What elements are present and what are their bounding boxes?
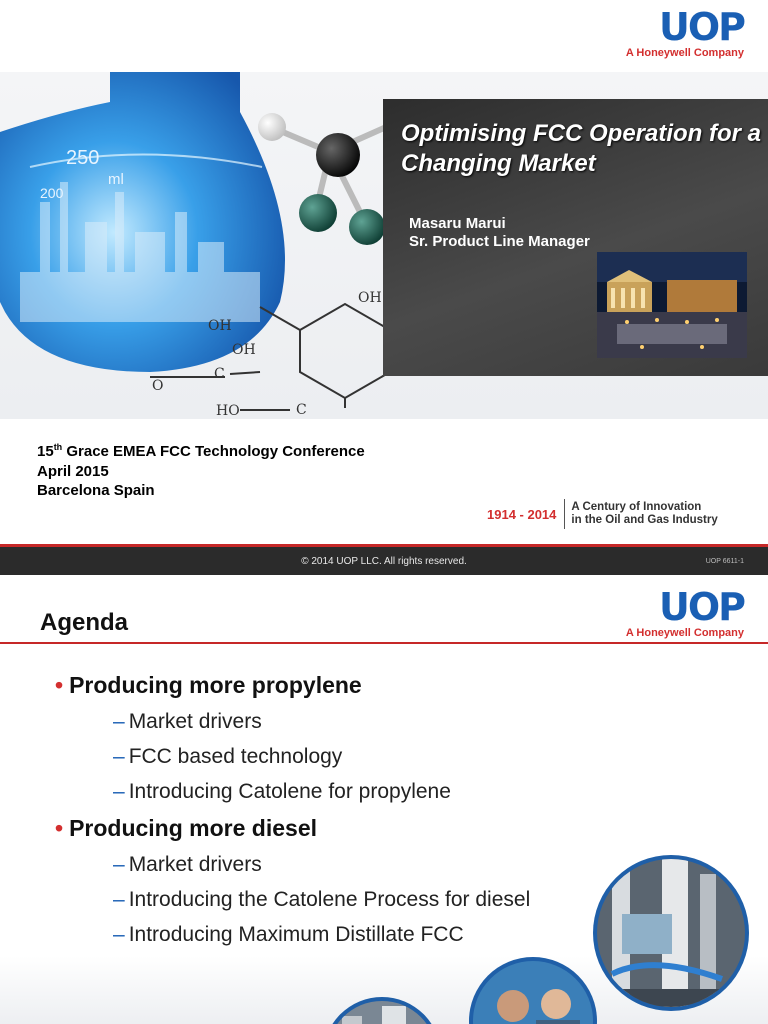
dash-icon: – — [113, 780, 125, 803]
conference-ordinal: 15 — [37, 443, 54, 460]
agenda-section-heading: Producing more propylene — [69, 672, 362, 698]
conference-date: April 2015 — [37, 462, 109, 480]
century-years: 1914 - 2014 — [487, 506, 557, 522]
agenda-item-label: Market drivers — [128, 853, 262, 876]
slide-footer — [0, 544, 768, 575]
agenda-item — [55, 847, 655, 882]
century-line-2: in the Oil and Gas Industry — [571, 514, 718, 526]
uop-wordmark: UOP — [658, 5, 744, 49]
molecule-label: O — [152, 378, 164, 394]
agenda-item — [55, 704, 655, 739]
agenda-section-heading: Producing more diesel — [69, 815, 318, 841]
century-text — [571, 501, 717, 527]
agenda-item-label: Market drivers — [128, 710, 262, 733]
agenda-item — [55, 739, 655, 774]
molecule-label: C — [296, 402, 307, 418]
agenda-item-label: FCC based technology — [128, 745, 343, 768]
copyright-notice: © 2014 UOP LLC. All rights reserved. — [301, 556, 467, 567]
agenda-item — [55, 882, 655, 917]
bullet-icon: • — [55, 672, 64, 698]
conference-location: Barcelona Spain — [37, 482, 155, 499]
agenda-section — [55, 813, 655, 843]
bullet-icon: • — [55, 815, 64, 841]
agenda-item-label: Introducing Maximum Distillate FCC — [128, 923, 464, 946]
uop-logo — [625, 585, 744, 640]
agenda-item — [55, 774, 655, 809]
title-divider — [0, 642, 768, 644]
engineers-photo — [468, 956, 598, 1024]
dash-icon: – — [113, 853, 125, 876]
dash-icon: – — [113, 923, 125, 946]
flask-mark-ml: ml — [108, 171, 124, 188]
honeywell-tagline: A Honeywell Company — [625, 47, 744, 59]
uop-logo — [625, 5, 744, 60]
title-panel — [383, 99, 768, 376]
honeywell-tagline: A Honeywell Company — [625, 627, 744, 639]
author-name: Masaru Marui — [409, 215, 506, 232]
author-role: Sr. Product Line Manager — [409, 233, 590, 250]
century-badge — [487, 498, 718, 530]
molecule-label: C — [214, 366, 225, 382]
flask-mark-200: 200 — [40, 185, 64, 201]
plant-equipment-photo — [592, 854, 750, 1012]
conference-ordinal-suffix: th — [53, 442, 63, 452]
agenda-item-label: Introducing Catolene for propylene — [128, 780, 451, 803]
conference-name-line — [37, 438, 365, 462]
flask-mark-250: 250 — [66, 147, 100, 169]
agenda-item — [55, 917, 655, 952]
agenda-section — [55, 670, 655, 700]
uop-wordmark: UOP — [658, 585, 744, 629]
author-block — [409, 215, 590, 251]
conference-info — [37, 438, 365, 501]
century-line-1: A Century of Innovation — [571, 501, 702, 513]
dash-icon: – — [113, 710, 125, 733]
molecule-label: OH — [232, 342, 256, 358]
facility-photo — [322, 996, 442, 1024]
conference-name: Grace EMEA FCC Technology Conference — [62, 443, 365, 460]
agenda-item-label: Introducing the Catolene Process for diesel — [128, 888, 531, 911]
molecule-label: OH — [208, 318, 232, 334]
molecule-label: HO — [216, 403, 240, 419]
agenda-list — [55, 670, 655, 952]
century-divider — [564, 499, 565, 529]
document-code: UOP 6611-1 — [705, 558, 744, 565]
city-night-photo — [597, 252, 747, 358]
dash-icon: – — [113, 745, 125, 768]
molecule-label: OH — [358, 290, 382, 306]
dash-icon: – — [113, 888, 125, 911]
presentation-title: Optimising FCC Operation for a Changing Market — [401, 120, 762, 177]
agenda-title: Agenda — [40, 609, 129, 636]
agenda-slide — [0, 576, 768, 1024]
